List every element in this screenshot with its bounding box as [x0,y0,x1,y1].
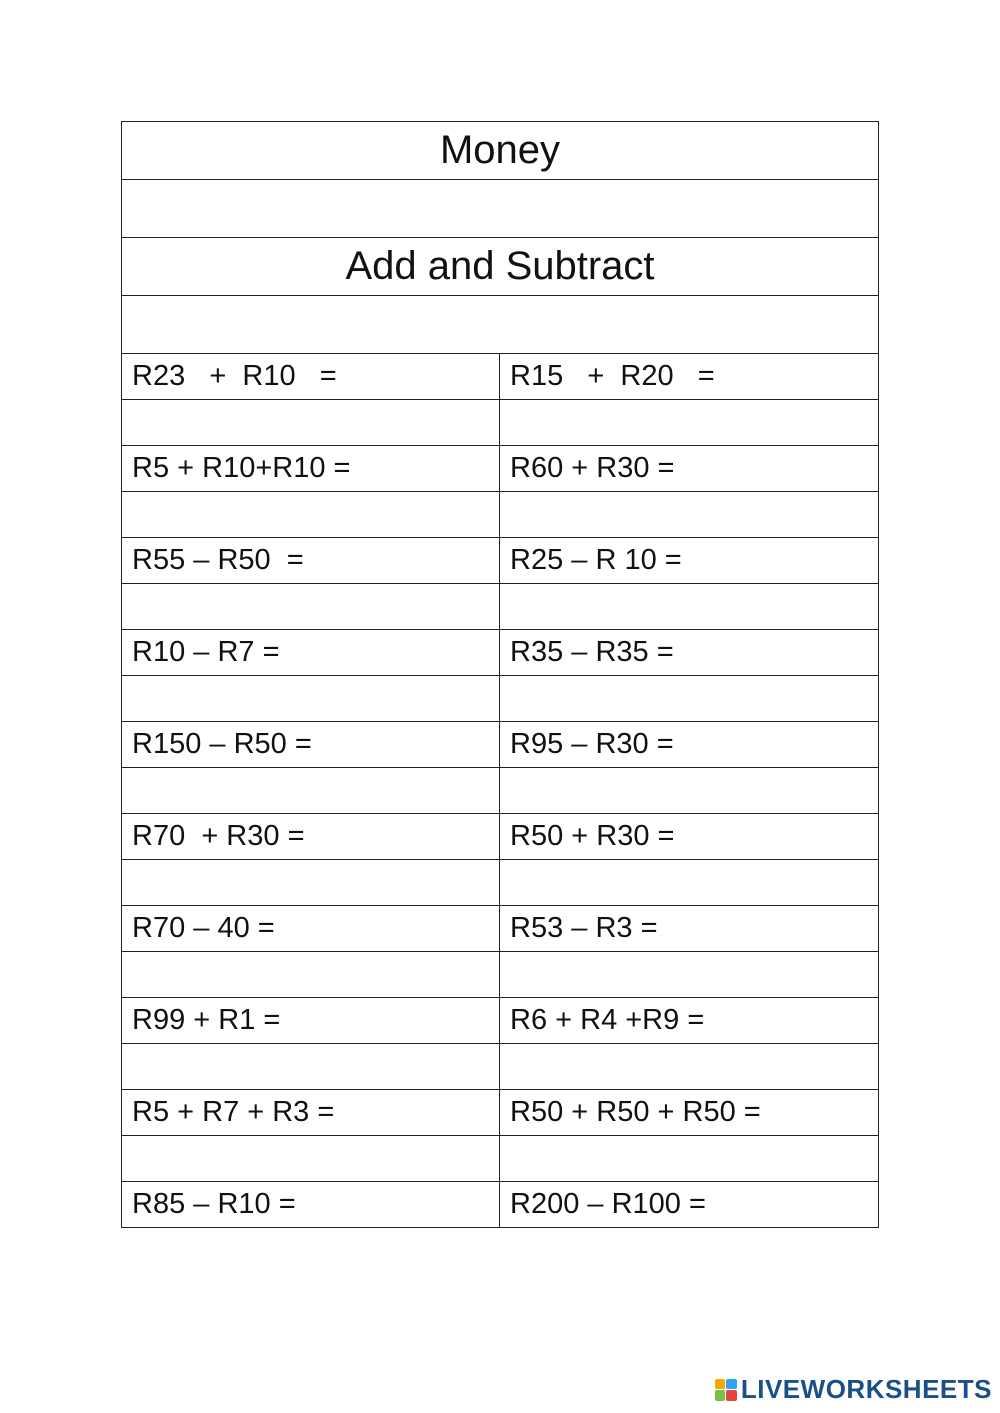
problem-row [122,630,879,676]
problem-row [122,354,879,400]
answer-cell[interactable] [122,952,500,998]
problem-row [122,1090,879,1136]
problem-cell: R95 – R30 = [500,722,879,768]
problem-row [122,538,879,584]
title-row [122,122,879,180]
problem-cell: R25 – R 10 = [500,538,879,584]
answer-cell[interactable] [500,768,879,814]
answer-cell[interactable] [500,492,879,538]
problem-row [122,722,879,768]
answer-row [122,952,879,998]
problem-cell: R150 – R50 = [122,722,500,768]
problem-row [122,998,879,1044]
problem-cell: R35 – R35 = [500,630,879,676]
answer-row [122,1136,879,1182]
answer-row [122,400,879,446]
answer-row [122,492,879,538]
worksheet-subtitle: Add and Subtract [122,238,879,296]
problem-cell: R70 + R30 = [122,814,500,860]
liveworksheets-watermark [715,1374,992,1405]
answer-cell[interactable] [500,1136,879,1182]
answer-cell[interactable] [122,860,500,906]
worksheet-title: Money [122,122,879,180]
liveworksheets-logo-icon [715,1379,737,1401]
problem-cell: R85 – R10 = [122,1182,500,1228]
problem-row [122,906,879,952]
problem-cell: R99 + R1 = [122,998,500,1044]
spacer-row [122,296,879,354]
problem-row [122,1182,879,1228]
subtitle-row [122,238,879,296]
problem-cell: R50 + R50 + R50 = [500,1090,879,1136]
spacer-row [122,180,879,238]
problem-cell: R15 + R20 = [500,354,879,400]
problem-cell: R55 – R50 = [122,538,500,584]
answer-row [122,768,879,814]
problem-cell: R5 + R7 + R3 = [122,1090,500,1136]
answer-row [122,676,879,722]
answer-cell[interactable] [500,400,879,446]
answer-cell[interactable] [122,676,500,722]
spacer-cell [122,296,879,354]
answer-cell[interactable] [500,860,879,906]
problem-row [122,814,879,860]
worksheet-table [121,121,879,1228]
answer-cell[interactable] [500,952,879,998]
problem-cell: R23 + R10 = [122,354,500,400]
answer-cell[interactable] [500,584,879,630]
answer-cell[interactable] [122,492,500,538]
answer-cell[interactable] [122,768,500,814]
problem-row [122,446,879,492]
problem-cell: R5 + R10+R10 = [122,446,500,492]
answer-cell[interactable] [500,676,879,722]
problem-cell: R53 – R3 = [500,906,879,952]
problem-cell: R70 – 40 = [122,906,500,952]
watermark-text: LIVEWORKSHEETS [740,1374,992,1404]
answer-cell[interactable] [500,1044,879,1090]
problem-cell: R200 – R100 = [500,1182,879,1228]
problem-cell: R10 – R7 = [122,630,500,676]
answer-row [122,860,879,906]
answer-row [122,1044,879,1090]
answer-cell[interactable] [122,1136,500,1182]
problem-cell: R6 + R4 +R9 = [500,998,879,1044]
spacer-cell [122,180,879,238]
answer-cell[interactable] [122,1044,500,1090]
problem-cell: R50 + R30 = [500,814,879,860]
answer-cell[interactable] [122,400,500,446]
problem-cell: R60 + R30 = [500,446,879,492]
answer-cell[interactable] [122,584,500,630]
answer-row [122,584,879,630]
